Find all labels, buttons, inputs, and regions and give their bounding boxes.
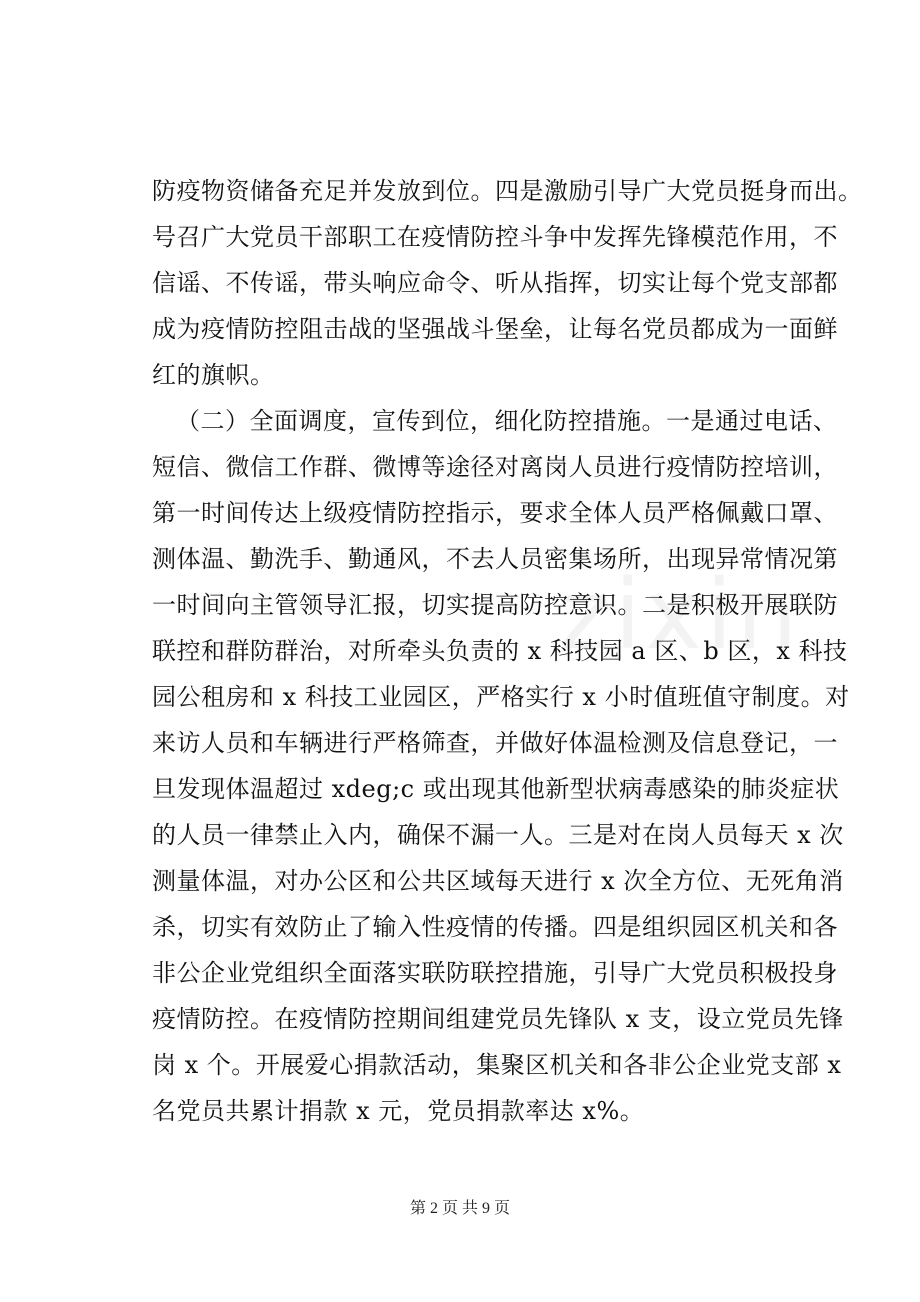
text-line: 成为疫情防控阻击战的坚强战斗堡垒，让每名党员都成为一面鲜 — [152, 315, 838, 343]
text-line: 名党员共累计捐款 x 元，党员捐款率达 x%。 — [152, 1097, 645, 1125]
text-line: 疫情防控。在疫情防控期间组建党员先锋队 x 支，设立党员先锋 — [152, 1005, 844, 1033]
text-line: 岗 x 个。开展爱心捐款活动，集聚区机关和各非公企业党支部 x — [152, 1051, 842, 1079]
text-line: 杀，切实有效防止了输入性疫情的传播。四是组织园区机关和各 — [152, 913, 838, 941]
text-line: 来访人员和车辆进行严格筛查，并做好体温检测及信息登记，一 — [152, 729, 838, 757]
text-line: 红的旗帜。 — [152, 361, 275, 389]
text-line: 防疫物资储备充足并发放到位。四是激励引导广大党员挺身而出。 — [152, 177, 863, 205]
text-line: 旦发现体温超过 xdeg;c 或出现其他新型状病毒感染的肺炎症状 — [152, 775, 840, 803]
text-line: 的人员一律禁止入内，确保不漏一人。三是对在岗人员每天 x 次 — [152, 821, 844, 849]
paragraph-heading-line: （二）全面调度，宣传到位，细化防控措施。一是通过电话、 — [176, 407, 838, 435]
text-line: 一时间向主管领导汇报，切实提高防控意识。二是积极开展联防 — [152, 591, 838, 619]
text-line: 号召广大党员干部职工在疫情防控斗争中发挥先锋模范作用，不 — [152, 223, 838, 251]
text-line: 第一时间传达上级疫情防控指示，要求全体人员严格佩戴口罩、 — [152, 499, 838, 527]
text-line: 测体温、勤洗手、勤通风，不去人员密集场所，出现异常情况第 — [152, 545, 838, 573]
text-line: 短信、微信工作群、微博等途径对离岗人员进行疫情防控培训， — [152, 453, 838, 481]
text-line: 联控和群防群治，对所牵头负责的 x 科技园 a 区、b 区，x 科技 — [152, 637, 848, 665]
text-line: 非公企业党组织全面落实联防联控措施，引导广大党员积极投身 — [152, 959, 838, 987]
page-footer: 第 2 页 共 9 页 — [409, 1200, 510, 1217]
text-line: 测量体温，对办公区和公共区域每天进行 x 次全方位、无死角消 — [152, 867, 844, 895]
text-line: 园公租房和 x 科技工业园区，严格实行 x 小时值班值守制度。对 — [152, 683, 850, 711]
text-line: 信谣、不传谣，带头响应命令、听从指挥，切实让每个党支部都 — [152, 269, 838, 297]
